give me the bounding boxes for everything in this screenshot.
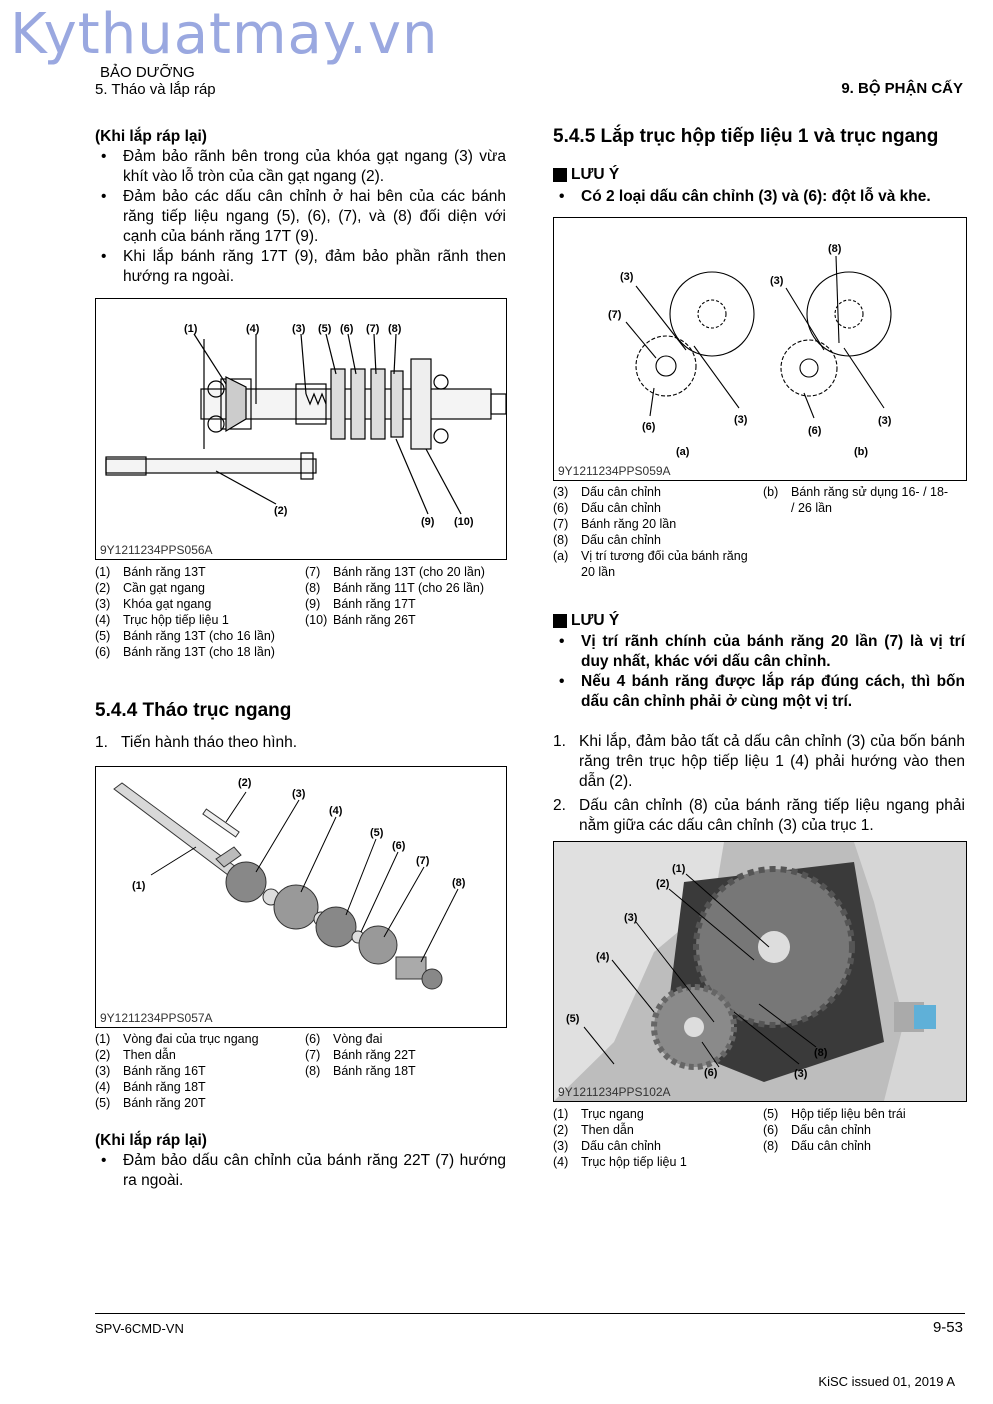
fig3-label: (3) bbox=[878, 415, 892, 427]
bullet-item: • Nếu 4 bánh răng được lắp ráp đúng cách, thì bốn dấu cân chỉnh phải ở cùng một vị trí. bbox=[553, 672, 965, 712]
fig1-label: (5) bbox=[318, 323, 332, 335]
fig3-legend-left: (3) Dấu cân chỉnh (6) Dấu cân chỉnh (7) Bánh răng 20 lần (8) Dấu cân chỉnh (a) Vị trí tương đối của bánh răng 20 lần bbox=[553, 485, 748, 579]
fig1-label: (9) bbox=[421, 516, 435, 528]
figure-id: 9Y1211234PPS102A bbox=[558, 1085, 671, 1099]
bullet-item: • Đảm bảo các dấu cân chỉnh ở hai bên của các bánh răng tiếp liệu ngang (5), (6), (7), và (8) đối diện với cạnh của bánh răng 17T (9). bbox=[95, 187, 506, 247]
fig2-label: (4) bbox=[329, 805, 343, 817]
fig3-label: (3) bbox=[770, 275, 784, 287]
fig1-label: (1) bbox=[184, 323, 198, 335]
fig1-label: (3) bbox=[292, 323, 306, 335]
fig1-label: (10) bbox=[454, 516, 474, 528]
header-subsection: 5. Tháo và lắp ráp bbox=[95, 81, 216, 98]
reassembly-list bbox=[95, 147, 506, 287]
bullet-item: • Khi lắp bánh răng 17T (9), đảm bảo phần rãnh then hướng ra ngoài. bbox=[95, 247, 506, 287]
gear-photo-drawing bbox=[554, 842, 966, 1101]
fig3-label: (7) bbox=[608, 309, 622, 321]
footer-doc-code: SPV-6CMD-VN bbox=[95, 1321, 184, 1336]
step-item: 2. Dấu cân chỉnh (8) của bánh răng tiếp liệu ngang phải nằm giữa các dấu cân chỉnh (3) của trục 1. bbox=[553, 797, 965, 834]
fig1-label: (4) bbox=[246, 323, 260, 335]
shaft-assembly-drawing bbox=[96, 299, 506, 559]
section-title: 5.4.4 Tháo trục ngang bbox=[95, 700, 292, 721]
fig3-legend-right: (b) Bánh răng sử dụng 16- / 18- / 26 lần bbox=[763, 485, 949, 515]
fig4-label: (6) bbox=[704, 1067, 718, 1079]
footer-divider bbox=[95, 1313, 965, 1314]
fig3-label: (3) bbox=[734, 414, 748, 426]
reassembly-block-1 bbox=[95, 127, 506, 287]
fig3-label: (6) bbox=[808, 425, 822, 437]
bullet-item: • Đảm bảo rãnh bên trong của khóa gạt ngang (3) vừa khít vào lỗ tròn của cần gạt ngang (2). bbox=[95, 147, 506, 187]
fig3-label: (8) bbox=[828, 243, 842, 255]
fig4-label: (2) bbox=[656, 878, 670, 890]
fig2-label: (7) bbox=[416, 855, 430, 867]
fig4-legend-right: (5) Hộp tiếp liệu bên trái (6) Dấu cân chỉnh (8) Dấu cân chỉnh bbox=[763, 1107, 906, 1153]
fig2-legend-right: (6) Vòng đai (7) Bánh răng 22T (8) Bánh răng 18T bbox=[305, 1032, 416, 1078]
fig4-label: (3) bbox=[794, 1068, 808, 1080]
note-label: LƯU Ý bbox=[553, 611, 965, 631]
fig2-legend-left: (1) Vòng đai của trục ngang (2) Then dẫn (3) Bánh răng 16T (4) Bánh răng 18T (5) Bánh răng 20T bbox=[95, 1032, 259, 1110]
page-number: 9-53 bbox=[932, 1319, 963, 1336]
fig2-label: (8) bbox=[452, 877, 466, 889]
figure-id: 9Y1211234PPS056A bbox=[100, 543, 213, 557]
fig4-label: (5) bbox=[566, 1013, 580, 1025]
section-title: 5.4.5 Lắp trục hộp tiếp liệu 1 và trục ngang bbox=[553, 126, 939, 147]
fig2-label: (1) bbox=[132, 880, 146, 892]
fig2-label: (2) bbox=[238, 777, 252, 789]
header-section: BẢO DƯỠNG bbox=[100, 64, 195, 81]
reassembly-title: (Khi lắp ráp lại) bbox=[95, 128, 207, 145]
note-2-block bbox=[553, 611, 965, 840]
fig1-label: (2) bbox=[274, 505, 288, 517]
fig4-label: (1) bbox=[672, 863, 686, 875]
fig4-label: (8) bbox=[814, 1047, 828, 1059]
bullet-item: • Có 2 loại dấu cân chỉnh (3) và (6): đột lỗ và khe. bbox=[553, 187, 965, 207]
fig2-label: (3) bbox=[292, 788, 306, 800]
reassembly-title: (Khi lắp ráp lại) bbox=[95, 1132, 207, 1149]
figure-shaft-assembly bbox=[95, 298, 507, 560]
figure-gear-photo bbox=[553, 841, 967, 1102]
figure-id: 9Y1211234PPS057A bbox=[100, 1011, 213, 1025]
figure-id: 9Y1211234PPS059A bbox=[558, 464, 671, 478]
fig1-legend-left: (1) Bánh răng 13T (2) Cần gạt ngang (3) Khóa gạt ngang (4) Trục hộp tiếp liệu 1 (5) Bánh răng 13T (cho 16 lần) (6) Bánh răng 13T (cho 18 lần) bbox=[95, 565, 275, 659]
figure-alignment-marks bbox=[553, 217, 967, 481]
fig3-label: (a) bbox=[676, 446, 690, 458]
fig3-label: (3) bbox=[620, 271, 634, 283]
fig3-label: (b) bbox=[854, 446, 869, 458]
fig1-label: (6) bbox=[340, 323, 354, 335]
reassembly-block-2 bbox=[95, 1131, 506, 1191]
fig1-label: (8) bbox=[388, 323, 402, 335]
note-square-icon bbox=[553, 168, 567, 182]
fig4-legend-left: (1) Trục ngang (2) Then dẫn (3) Dấu cân chỉnh (4) Trục hộp tiếp liệu 1 bbox=[553, 1107, 687, 1169]
footer-issued: KiSC issued 01, 2019 A bbox=[818, 1374, 955, 1389]
note-label: LƯU Ý bbox=[553, 165, 965, 185]
step-item: 1. Tiến hành tháo theo hình. bbox=[95, 734, 298, 751]
exploded-drawing bbox=[96, 767, 506, 1027]
alignment-drawing bbox=[554, 218, 966, 480]
header-chapter: 9. BỘ PHẬN CẤY bbox=[841, 80, 963, 97]
fig2-label: (6) bbox=[392, 840, 406, 852]
fig1-legend-right: (7) Bánh răng 13T (cho 20 lần) (8) Bánh răng 11T (cho 26 lần) (9) Bánh răng 17T (10) Bánh răng 26T bbox=[305, 565, 485, 627]
figure-cross-shaft-exploded bbox=[95, 766, 507, 1028]
watermark: Kythuatmay.vn bbox=[10, 2, 439, 67]
bullet-item: • Vị trí rãnh chính của bánh răng 20 lần (7) là vị trí duy nhất, khác với dấu cân chỉnh. bbox=[553, 632, 965, 672]
fig4-label: (3) bbox=[624, 912, 638, 924]
fig2-label: (5) bbox=[370, 827, 384, 839]
fig3-label: (6) bbox=[642, 421, 656, 433]
fig1-label: (7) bbox=[366, 323, 380, 335]
fig4-label: (4) bbox=[596, 951, 610, 963]
bullet-item: • Đảm bảo dấu cân chỉnh của bánh răng 22T (7) hướng ra ngoài. bbox=[95, 1151, 506, 1191]
step-item: 1. Khi lắp, đảm bảo tất cả dấu cân chỉnh (3) của bốn bánh răng trên trục hộp tiếp liệu 1 (4) phải hướng vào then dẫn (2). bbox=[553, 733, 965, 790]
section-544 bbox=[95, 701, 506, 757]
note-square-icon bbox=[553, 614, 567, 628]
section-545 bbox=[553, 127, 965, 207]
